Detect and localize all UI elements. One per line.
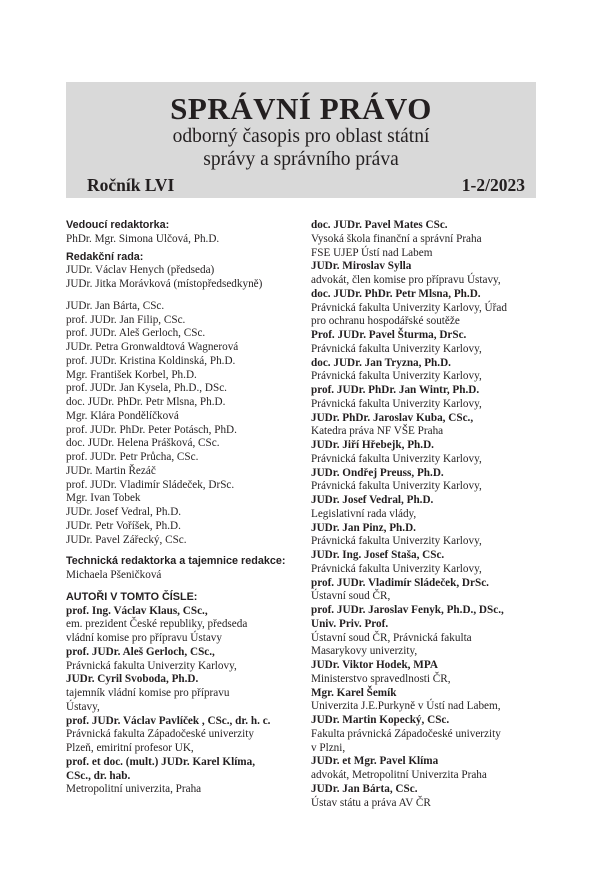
author-entry [311,494,546,522]
board-member: JUDr. Jan Bárta, CSc. [66,299,165,312]
editor-heading: Vedoucí redaktorka: [66,219,170,231]
author-affiliation: vládní komise pro přípravu Ústavy [66,632,222,644]
author-affiliation: Právnická fakulta Univerzity Karlovy, [311,562,482,575]
author-affiliation: advokát, Metropolitní Univerzita Praha [311,769,487,781]
journal-subtitle-line1: odborný časopis pro oblast státní [172,126,430,147]
author-name: JUDr. Cyril Svoboda, Ph.D. [66,673,199,686]
board-member: JUDr. Josef Vedral, Ph.D. [66,506,182,518]
author-entry [311,219,546,260]
author-name: prof. JUDr. Vladimír Sládeček, DrSc. [311,576,489,589]
author-affiliation: Ústav státu a práva AV ČR [311,796,431,809]
board-member: JUDr. Petr Voříšek, Ph.D. [66,519,181,532]
board-chair: JUDr. Václav Henych (předseda) [66,264,215,277]
author-affiliation: Ústavní soud ČR, [311,590,391,603]
author-affiliation: tajemník vládní komise pro přípravu [66,687,230,699]
board-member: Mgr. Klára Pondělíčková [66,409,179,422]
left-column [66,219,296,797]
author-affiliation: Katedra práva NF VŠE Praha [311,425,444,438]
author-name: Mgr. Karel Šemík [311,686,397,699]
author-affiliation: Právnická fakulta Západočeské univerzity [66,728,254,741]
author-name: doc. JUDr. Jan Tryzna, Ph.D. [311,356,451,369]
author-affiliation: Ústavní soud ČR, Právnická fakulta [311,631,472,644]
author-name: JUDr. PhDr. Jaroslav Kuba, CSc., [311,411,474,424]
author-entry [311,522,546,550]
author-name: prof. JUDr. Aleš Gerloch, CSc., [66,645,215,658]
editor-name: PhDr. Mgr. Simona Ulčová, Ph.D. [66,232,220,245]
masthead [66,82,536,198]
board-member: prof. JUDr. Aleš Gerloch, CSc. [66,327,206,340]
author-entry [311,783,546,811]
author-affiliation: v Plzni, [311,741,346,754]
board-member: doc. JUDr. PhDr. Petr Mlsna, Ph.D. [66,396,226,408]
author-entry [311,384,546,412]
author-name: doc. JUDr. PhDr. Petr Mlsna, Ph.D. [311,287,481,300]
author-affiliation: Právnická fakulta Univerzity Karlovy, [66,659,237,672]
author-affiliation: Fakulta právnická Západočeské univerzity [311,727,501,740]
author-name: JUDr. Josef Vedral, Ph.D. [311,494,434,506]
author-entry [311,549,546,577]
author-name: prof. JUDr. Jaroslav Fenyk, Ph.D., DSc., [311,604,504,616]
board-heading: Redakční rada: [66,250,144,263]
authors-heading: AUTOŘI V TOMTO ČÍSLE: [66,590,198,603]
author-name: JUDr. et Mgr. Pavel Klíma [311,755,439,768]
board-member: prof. JUDr. Jan Kysela, Ph.D., DSc. [66,382,227,395]
author-affiliation: Právnická fakulta Univerzity Karlovy, Úřad [311,301,507,314]
author-entry [311,439,546,467]
author-entry [311,687,546,715]
author-name: JUDr. Ing. Josef Staša, CSc. [311,549,445,561]
author-name: JUDr. Jan Pinz, Ph.D. [311,521,416,534]
author-entry [311,357,546,385]
author-affiliation: Právnická fakulta Univerzity Karlovy, [311,397,482,410]
author-entry [311,329,546,357]
author-entry [311,260,546,288]
author-name-cont: Univ. Priv. Prof. [311,617,389,630]
journal-subtitle-line2: správy a správního práva [203,149,399,170]
right-column [311,219,546,810]
author-affiliation: Plzeň, emiritní profesor UK, [66,742,194,754]
author-entry [66,756,296,797]
author-entry [311,288,546,329]
board-member: prof. JUDr. Petr Průcha, CSc. [66,451,199,463]
authors-list-right [311,219,546,810]
issue-number: 1-2/2023 [461,175,525,195]
board-member: prof. JUDr. PhDr. Peter Potásch, PhD. [66,423,237,436]
board-members-list [66,300,296,548]
journal-title: SPRÁVNÍ PRÁVO [170,91,432,126]
author-name: JUDr. Miroslav Sylla [311,260,412,273]
board-member: doc. JUDr. Helena Prášková, CSc. [66,437,220,450]
board-member: JUDr. Petra Gronwaldtová Wagnerová [66,341,239,353]
author-name-cont: CSc., dr. hab. [66,769,131,782]
author-entry [311,467,546,495]
author-affiliation: Právnická fakulta Univerzity Karlovy, [311,342,482,355]
author-affiliation: Právnická fakulta Univerzity Karlovy, [311,535,482,548]
author-name: prof. et doc. (mult.) JUDr. Karel Klíma, [66,755,256,768]
board-member: JUDr. Pavel Zářecký, CSc. [66,533,187,546]
author-name: prof. JUDr. PhDr. Jan Wintr, Ph.D. [311,384,480,396]
author-name: doc. JUDr. Pavel Mates CSc. [311,219,448,231]
board-member: Mgr. Ivan Tobek [66,492,141,505]
author-name: JUDr. Martin Kopecký, CSc. [311,714,450,726]
author-affiliation: Univerzita J.E.Purkyně v Ústí nad Labem, [311,700,501,713]
author-entry [66,605,296,646]
author-affiliation: Právnická fakulta Univerzity Karlovy, [311,452,482,465]
author-entry [311,412,546,440]
author-affiliation: Masarykovy univerzity, [311,645,418,658]
author-entry [311,604,546,659]
board-member: JUDr. Martin Řezáč [66,464,156,477]
author-affiliation: Právnická fakulta Univerzity Karlovy, [311,480,482,493]
author-entry [311,577,546,605]
author-name: prof. Ing. Václav Klaus, CSc., [66,604,208,617]
author-affiliation: Ministerstvo spravedlnosti ČR, [311,672,451,685]
author-name: JUDr. Jiří Hřebejk, Ph.D. [311,439,434,451]
author-name: JUDr. Ondřej Preuss, Ph.D. [311,466,444,479]
author-entry [311,659,546,687]
author-affiliation: Vysoká škola finanční a správní Praha [311,232,482,245]
author-affiliation: em. prezident České republiky, předseda [66,618,248,631]
author-affiliation: advokát, člen komise pro přípravu Ústavy, [311,274,501,286]
tech-editor-name: Michaela Pšeničková [66,569,162,581]
author-affiliation: FSE UJEP Ústí nad Labem [311,246,433,259]
author-entry [311,755,546,783]
board-vice-chair: JUDr. Jitka Morávková (místopředsedkyně) [66,278,263,290]
board-member: prof. JUDr. Jan Filip, CSc. [66,313,186,326]
author-entry [311,714,546,755]
board-member: Mgr. František Korbel, Ph.D. [66,368,197,381]
author-entry [66,646,296,674]
author-name: JUDr. Jan Bárta, CSc. [311,782,418,795]
author-entry [66,673,296,714]
author-affiliation: Metropolitní univerzita, Praha [66,783,202,796]
author-affiliation: Ústavy, [66,700,100,713]
authors-list-left [66,605,296,798]
author-name: Prof. JUDr. Pavel Šturma, DrSc. [311,329,467,341]
tech-editor-heading: Technická redaktorka a tajemnice redakce: [66,555,286,568]
author-name: prof. JUDr. Václav Pavlíček , CSc., dr. h. c. [66,714,271,727]
board-member: prof. JUDr. Vladimír Sládeček, DrSc. [66,478,235,491]
volume-label: Ročník LVI [87,175,175,195]
author-entry [66,715,296,756]
author-name: JUDr. Viktor Hodek, MPA [311,659,438,671]
author-affiliation: Legislativní rada vlády, [311,507,417,520]
author-affiliation: pro ochranu hospodářské soutěže [311,315,460,328]
board-member: prof. JUDr. Kristina Koldinská, Ph.D. [66,354,236,367]
author-affiliation: Právnická fakulta Univerzity Karlovy, [311,370,482,383]
